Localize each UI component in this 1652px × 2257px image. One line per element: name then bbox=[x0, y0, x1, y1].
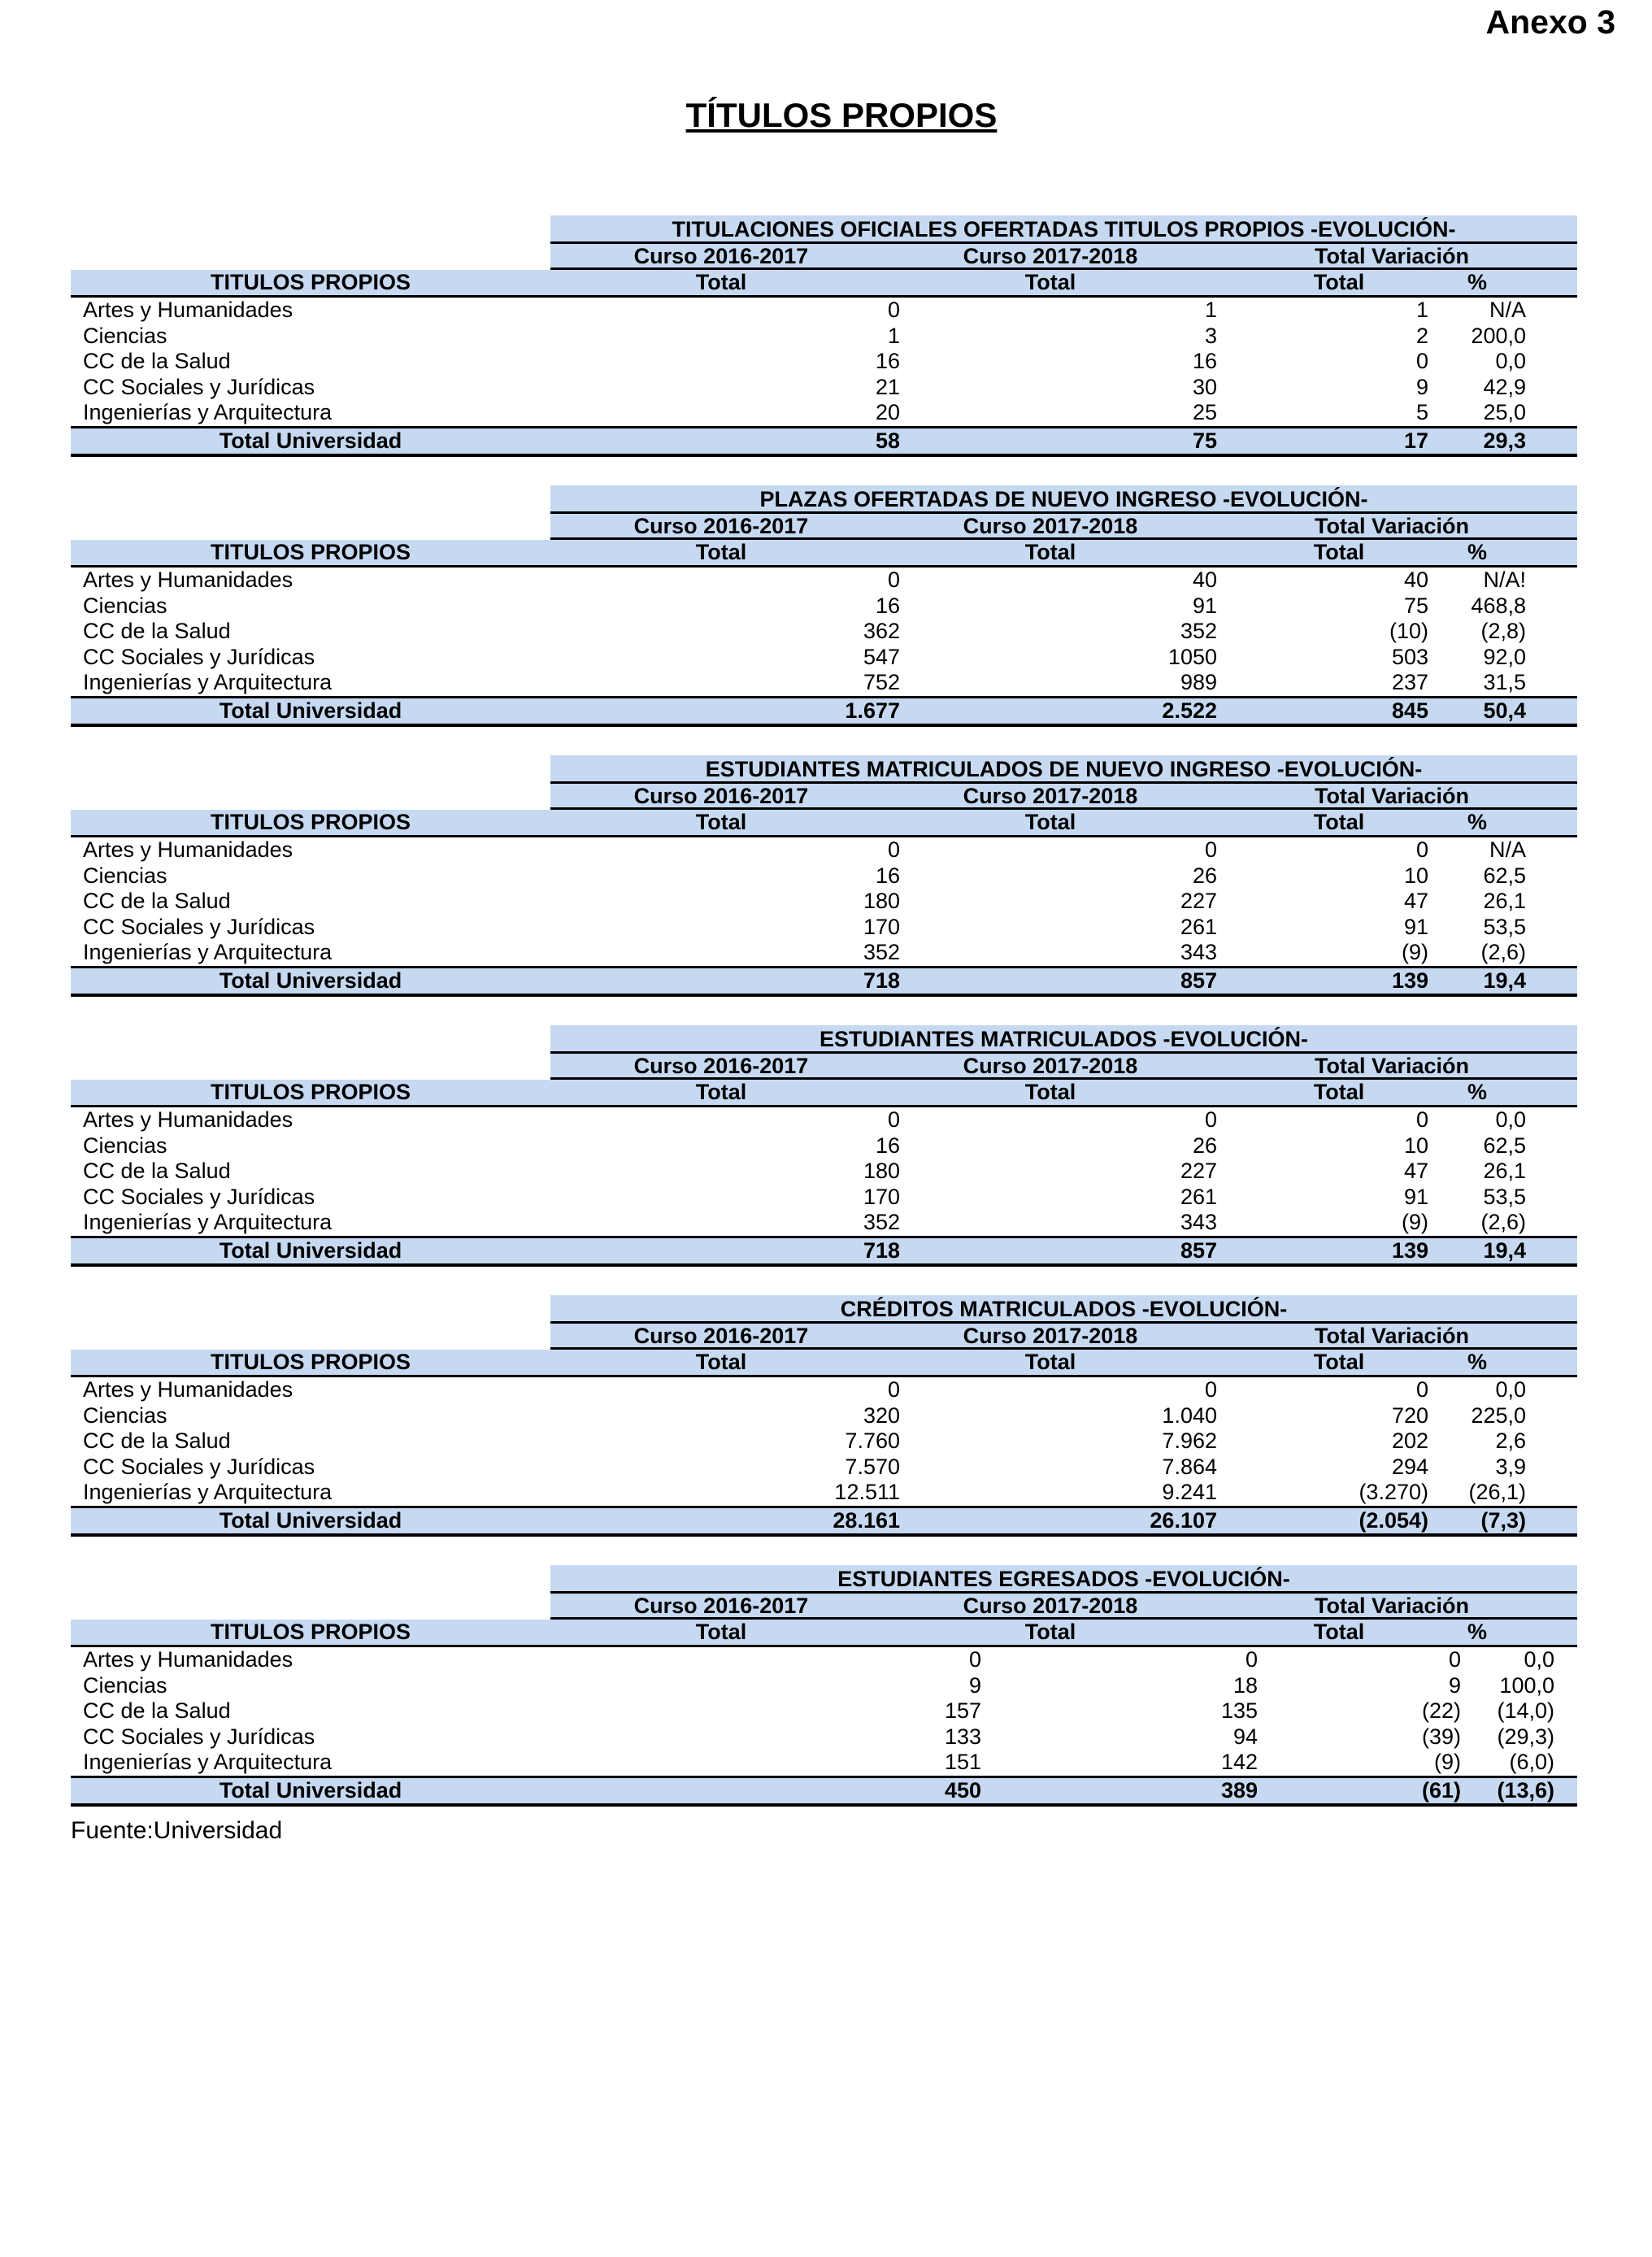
row-label: CC Sociales y Jurídicas bbox=[83, 1454, 315, 1479]
percent-header: % bbox=[1467, 269, 1487, 294]
cell-var: 91 bbox=[1403, 914, 1428, 939]
row-label-header: TITULOS PROPIOS bbox=[210, 269, 411, 294]
table-row bbox=[71, 594, 1577, 620]
course-2017-header: Curso 2017-2018 bbox=[963, 784, 1138, 808]
course-2017-header: Curso 2017-2018 bbox=[963, 514, 1138, 538]
cell-pct: 100,0 bbox=[1499, 1672, 1554, 1698]
total-label: Total Universidad bbox=[219, 698, 402, 723]
total-var: (61) bbox=[1421, 1777, 1461, 1803]
cell-v2: 989 bbox=[1180, 670, 1217, 694]
total-header: Total bbox=[1024, 539, 1076, 564]
cell-var: 503 bbox=[1391, 644, 1428, 669]
data-table bbox=[71, 1295, 1577, 1537]
variation-header: Total Variación bbox=[1314, 1594, 1470, 1618]
table-row bbox=[71, 1107, 1577, 1133]
cell-v2: 227 bbox=[1180, 889, 1217, 913]
cell-pct: (2,8) bbox=[1480, 619, 1526, 643]
total-row bbox=[71, 1506, 1577, 1537]
table-row bbox=[71, 1647, 1577, 1673]
cell-v1: 180 bbox=[863, 889, 900, 913]
cell-v1: 170 bbox=[863, 1184, 900, 1209]
cell-pct: 26,1 bbox=[1483, 889, 1526, 913]
table-row bbox=[71, 1698, 1577, 1724]
cell-v1: 7.570 bbox=[845, 1454, 900, 1479]
variation-header: Total Variación bbox=[1314, 1324, 1470, 1348]
table-row bbox=[71, 863, 1577, 889]
cell-var: 0 bbox=[1415, 349, 1428, 373]
cell-v1: 12.511 bbox=[834, 1480, 900, 1504]
cell-v2: 0 bbox=[1204, 837, 1217, 862]
row-label: CC de la Salud bbox=[83, 349, 231, 373]
row-label: Artes y Humanidades bbox=[83, 298, 293, 322]
cell-v1: 16 bbox=[875, 593, 900, 618]
document-title: TÍTULOS PROPIOS bbox=[685, 96, 998, 134]
total-v1: 450 bbox=[944, 1777, 981, 1803]
total-header: Total bbox=[1024, 1619, 1076, 1644]
row-label: CC de la Salud bbox=[83, 619, 231, 643]
course-2017-header: Curso 2017-2018 bbox=[963, 1324, 1138, 1348]
cell-v1: 547 bbox=[863, 644, 900, 669]
cell-pct: 0,0 bbox=[1495, 1377, 1526, 1402]
row-label: Artes y Humanidades bbox=[83, 1107, 293, 1132]
cell-v2: 9.241 bbox=[1162, 1480, 1217, 1504]
row-label: CC Sociales y Jurídicas bbox=[83, 374, 315, 399]
column-header-row bbox=[71, 270, 1577, 298]
row-label: CC Sociales y Jurídicas bbox=[83, 1724, 315, 1749]
cell-pct: (6,0) bbox=[1509, 1750, 1554, 1774]
percent-header: % bbox=[1467, 1349, 1487, 1374]
table-row bbox=[71, 349, 1577, 375]
row-label: Artes y Humanidades bbox=[83, 568, 293, 592]
data-table bbox=[71, 1025, 1577, 1267]
total-v2: 26.107 bbox=[1150, 1507, 1217, 1533]
table-row bbox=[71, 1159, 1577, 1185]
variation-header: Total Variación bbox=[1314, 784, 1470, 808]
table-title-row bbox=[71, 1025, 1577, 1054]
course-header-row bbox=[71, 514, 1577, 540]
table-row bbox=[71, 1377, 1577, 1403]
variation-header: Total Variación bbox=[1314, 1054, 1470, 1078]
row-label: Ciencias bbox=[83, 1672, 167, 1698]
total-v2: 857 bbox=[1180, 1237, 1217, 1263]
total-var: 139 bbox=[1391, 1237, 1428, 1263]
total-var: 139 bbox=[1391, 968, 1428, 993]
cell-var: (10) bbox=[1389, 619, 1428, 643]
cell-v2: 0 bbox=[1204, 1107, 1217, 1132]
row-label: Ciencias bbox=[83, 1402, 167, 1428]
total-header: Total bbox=[1313, 539, 1365, 564]
row-label: CC de la Salud bbox=[83, 1698, 231, 1723]
total-header: Total bbox=[1024, 809, 1076, 834]
course-2016-header: Curso 2016-2017 bbox=[633, 1324, 809, 1348]
cell-pct: N/A bbox=[1489, 298, 1526, 322]
cell-v2: 94 bbox=[1232, 1724, 1258, 1749]
data-table bbox=[71, 215, 1577, 457]
course-2017-header: Curso 2017-2018 bbox=[963, 1594, 1138, 1618]
row-label: Ingenierías y Arquitectura bbox=[83, 1480, 333, 1504]
cell-pct: 31,5 bbox=[1483, 670, 1526, 694]
cell-v1: 16 bbox=[875, 349, 900, 373]
total-row bbox=[71, 696, 1577, 728]
total-row bbox=[71, 1236, 1577, 1268]
cell-v1: 21 bbox=[875, 374, 900, 399]
table-title: TITULACIONES OFICIALES OFERTADAS TITULOS PROPIOS -EVOLUCIÓN- bbox=[550, 215, 1577, 244]
cell-var: (9) bbox=[1434, 1750, 1461, 1774]
total-pct: 29,3 bbox=[1483, 428, 1526, 453]
total-header: Total bbox=[1313, 1619, 1365, 1644]
cell-var: 0 bbox=[1448, 1647, 1461, 1672]
total-header: Total bbox=[1024, 1079, 1076, 1104]
cell-v2: 16 bbox=[1192, 349, 1217, 373]
table-title-row bbox=[71, 755, 1577, 784]
table-row bbox=[71, 375, 1577, 401]
cell-var: 5 bbox=[1415, 400, 1428, 424]
cell-v2: 25 bbox=[1192, 400, 1217, 424]
cell-v2: 343 bbox=[1180, 940, 1217, 964]
row-label: Ingenierías y Arquitectura bbox=[83, 1210, 333, 1234]
cell-var: 40 bbox=[1403, 568, 1428, 592]
cell-v1: 0 bbox=[887, 568, 900, 592]
cell-v2: 343 bbox=[1180, 1210, 1217, 1234]
table-title: ESTUDIANTES MATRICULADOS -EVOLUCIÓN- bbox=[550, 1025, 1577, 1054]
course-2017-header: Curso 2017-2018 bbox=[963, 244, 1138, 268]
cell-var: 294 bbox=[1391, 1454, 1428, 1479]
table-row bbox=[71, 1429, 1577, 1455]
total-pct: (13,6) bbox=[1497, 1777, 1554, 1803]
cell-var: 47 bbox=[1403, 1159, 1428, 1183]
cell-var: 720 bbox=[1391, 1402, 1428, 1428]
cell-v1: 16 bbox=[875, 863, 900, 888]
total-header: Total bbox=[1024, 269, 1076, 294]
course-2016-header: Curso 2016-2017 bbox=[633, 1594, 809, 1618]
table-row bbox=[71, 645, 1577, 671]
course-header-row bbox=[71, 784, 1577, 810]
cell-pct: 0,0 bbox=[1524, 1647, 1554, 1672]
course-header-row bbox=[71, 1324, 1577, 1350]
cell-pct: (29,3) bbox=[1497, 1724, 1554, 1749]
data-table bbox=[71, 1565, 1577, 1807]
cell-pct: (14,0) bbox=[1497, 1698, 1554, 1723]
table-row bbox=[71, 298, 1577, 324]
table-row bbox=[71, 568, 1577, 594]
cell-v1: 352 bbox=[863, 940, 900, 964]
cell-v2: 135 bbox=[1220, 1698, 1258, 1723]
cell-v2: 352 bbox=[1180, 619, 1217, 643]
cell-var: 47 bbox=[1403, 889, 1428, 913]
cell-var: 0 bbox=[1415, 1377, 1428, 1402]
column-header-row bbox=[71, 1080, 1577, 1108]
cell-v1: 0 bbox=[887, 298, 900, 322]
total-pct: 50,4 bbox=[1483, 698, 1526, 723]
course-header-row bbox=[71, 1594, 1577, 1620]
total-label: Total Universidad bbox=[219, 968, 402, 993]
cell-v2: 91 bbox=[1192, 593, 1217, 618]
total-header: Total bbox=[695, 809, 747, 834]
column-header-row bbox=[71, 1350, 1577, 1378]
table-row bbox=[71, 1210, 1577, 1236]
total-label: Total Universidad bbox=[219, 428, 402, 453]
cell-pct: 92,0 bbox=[1483, 644, 1526, 669]
total-header: Total bbox=[1313, 1349, 1365, 1374]
cell-var: 0 bbox=[1415, 1107, 1428, 1132]
row-label: Ciencias bbox=[83, 863, 167, 888]
total-v2: 2.522 bbox=[1162, 698, 1217, 723]
row-label: CC Sociales y Jurídicas bbox=[83, 914, 315, 939]
cell-v2: 7.962 bbox=[1162, 1429, 1217, 1453]
cell-pct: 200,0 bbox=[1471, 323, 1526, 348]
course-2016-header: Curso 2016-2017 bbox=[633, 244, 809, 268]
total-v1: 718 bbox=[863, 968, 900, 993]
data-table bbox=[71, 485, 1577, 727]
total-header: Total bbox=[695, 1079, 747, 1104]
cell-v1: 16 bbox=[875, 1133, 900, 1158]
cell-var: (39) bbox=[1421, 1724, 1461, 1749]
cell-var: 2 bbox=[1415, 323, 1428, 348]
row-label: Ciencias bbox=[83, 593, 167, 618]
cell-pct: 62,5 bbox=[1483, 1133, 1526, 1158]
cell-var: 237 bbox=[1391, 670, 1428, 694]
cell-v2: 30 bbox=[1192, 374, 1217, 399]
table-title: ESTUDIANTES MATRICULADOS DE NUEVO INGRESO -EVOLUCIÓN- bbox=[550, 755, 1577, 784]
cell-var: 10 bbox=[1403, 863, 1428, 888]
cell-v1: 1 bbox=[887, 323, 900, 348]
total-v1: 28.161 bbox=[833, 1507, 900, 1533]
table-row bbox=[71, 889, 1577, 915]
table-row bbox=[71, 837, 1577, 863]
total-v2: 389 bbox=[1220, 1777, 1258, 1803]
percent-header: % bbox=[1467, 809, 1487, 834]
total-header: Total bbox=[695, 1349, 747, 1374]
cell-pct: (26,1) bbox=[1468, 1480, 1526, 1504]
course-2016-header: Curso 2016-2017 bbox=[633, 1054, 809, 1078]
cell-v2: 0 bbox=[1245, 1647, 1258, 1672]
cell-v2: 261 bbox=[1180, 1184, 1217, 1209]
cell-v1: 320 bbox=[863, 1402, 900, 1428]
table-row bbox=[71, 1133, 1577, 1159]
total-var: 845 bbox=[1391, 698, 1428, 723]
cell-pct: N/A! bbox=[1483, 568, 1526, 592]
total-row bbox=[71, 426, 1577, 458]
table-title: ESTUDIANTES EGRESADOS -EVOLUCIÓN- bbox=[550, 1565, 1577, 1594]
cell-pct: 53,5 bbox=[1483, 914, 1526, 939]
total-pct: 19,4 bbox=[1483, 968, 1526, 993]
column-header-row bbox=[71, 540, 1577, 568]
cell-v2: 227 bbox=[1180, 1159, 1217, 1183]
total-header: Total bbox=[695, 1619, 747, 1644]
total-header: Total bbox=[1313, 1079, 1365, 1104]
total-pct: (7,3) bbox=[1480, 1507, 1526, 1533]
cell-var: 9 bbox=[1448, 1672, 1461, 1698]
cell-var: 75 bbox=[1403, 593, 1428, 618]
total-var: 17 bbox=[1403, 428, 1428, 453]
cell-v1: 7.760 bbox=[845, 1429, 900, 1453]
table-title-row bbox=[71, 1295, 1577, 1324]
cell-v2: 40 bbox=[1192, 568, 1217, 592]
course-2016-header: Curso 2016-2017 bbox=[633, 514, 809, 538]
table-row bbox=[71, 915, 1577, 941]
total-var: (2.054) bbox=[1359, 1507, 1428, 1533]
total-v2: 857 bbox=[1180, 968, 1217, 993]
row-label: CC Sociales y Jurídicas bbox=[83, 1184, 315, 1209]
row-label: CC Sociales y Jurídicas bbox=[83, 644, 315, 669]
cell-v1: 0 bbox=[887, 1377, 900, 1402]
cell-v2: 26 bbox=[1192, 1133, 1217, 1158]
cell-v1: 170 bbox=[863, 914, 900, 939]
course-2016-header: Curso 2016-2017 bbox=[633, 784, 809, 808]
table-row bbox=[71, 1480, 1577, 1506]
cell-pct: 53,5 bbox=[1483, 1184, 1526, 1209]
table-title-row bbox=[71, 215, 1577, 244]
row-label: CC de la Salud bbox=[83, 1429, 231, 1453]
cell-v2: 142 bbox=[1220, 1750, 1258, 1774]
table-row bbox=[71, 1724, 1577, 1750]
percent-header: % bbox=[1467, 1619, 1487, 1644]
cell-v1: 9 bbox=[968, 1672, 981, 1698]
table-row bbox=[71, 1750, 1577, 1776]
table-title: CRÉDITOS MATRICULADOS -EVOLUCIÓN- bbox=[550, 1295, 1577, 1324]
row-label: Ingenierías y Arquitectura bbox=[83, 1750, 333, 1774]
cell-v2: 26 bbox=[1192, 863, 1217, 888]
cell-var: 1 bbox=[1415, 298, 1428, 322]
cell-v1: 151 bbox=[944, 1750, 981, 1774]
cell-var: 202 bbox=[1391, 1429, 1428, 1453]
cell-v2: 261 bbox=[1180, 914, 1217, 939]
cell-var: 9 bbox=[1415, 374, 1428, 399]
table-row bbox=[71, 619, 1577, 645]
cell-pct: 2,6 bbox=[1495, 1429, 1526, 1453]
total-pct: 19,4 bbox=[1483, 1237, 1526, 1263]
table-row bbox=[71, 400, 1577, 426]
cell-v1: 133 bbox=[944, 1724, 981, 1749]
table-title-row bbox=[71, 1565, 1577, 1594]
total-header: Total bbox=[695, 539, 747, 564]
cell-var: 91 bbox=[1403, 1184, 1428, 1209]
source-note: Fuente:Universidad bbox=[71, 1817, 283, 1844]
table-row bbox=[71, 1185, 1577, 1211]
cell-var: (9) bbox=[1402, 940, 1428, 964]
cell-pct: N/A bbox=[1489, 837, 1526, 862]
total-label: Total Universidad bbox=[219, 1237, 402, 1263]
cell-pct: 0,0 bbox=[1495, 349, 1526, 373]
cell-var: (3.270) bbox=[1359, 1480, 1428, 1504]
row-label: Ingenierías y Arquitectura bbox=[83, 670, 333, 694]
column-header-row bbox=[71, 810, 1577, 838]
table-row bbox=[71, 1403, 1577, 1429]
cell-pct: 468,8 bbox=[1471, 593, 1526, 618]
cell-v1: 0 bbox=[887, 837, 900, 862]
cell-pct: 225,0 bbox=[1471, 1402, 1526, 1428]
cell-var: 10 bbox=[1403, 1133, 1428, 1158]
row-label-header: TITULOS PROPIOS bbox=[210, 539, 411, 564]
row-label: Artes y Humanidades bbox=[83, 837, 293, 862]
total-v1: 718 bbox=[863, 1237, 900, 1263]
total-row bbox=[71, 1776, 1577, 1807]
cell-pct: 0,0 bbox=[1495, 1107, 1526, 1132]
total-v1: 1.677 bbox=[845, 698, 900, 723]
row-label: CC de la Salud bbox=[83, 889, 231, 913]
table-title-row bbox=[71, 485, 1577, 514]
cell-v2: 18 bbox=[1232, 1672, 1258, 1698]
annex-label: Anexo 3 bbox=[1485, 3, 1615, 41]
row-label-header: TITULOS PROPIOS bbox=[210, 1619, 411, 1644]
total-header: Total bbox=[1024, 1349, 1076, 1374]
row-label-header: TITULOS PROPIOS bbox=[210, 1079, 411, 1104]
cell-pct: 62,5 bbox=[1483, 863, 1526, 888]
cell-v2: 3 bbox=[1204, 323, 1217, 348]
row-label-header: TITULOS PROPIOS bbox=[210, 809, 411, 834]
cell-v1: 0 bbox=[887, 1107, 900, 1132]
table-row bbox=[71, 324, 1577, 350]
row-label: Ingenierías y Arquitectura bbox=[83, 400, 333, 424]
total-row bbox=[71, 966, 1577, 998]
table-row bbox=[71, 1455, 1577, 1481]
cell-v2: 0 bbox=[1204, 1377, 1217, 1402]
table-row bbox=[71, 670, 1577, 696]
total-header: Total bbox=[1313, 269, 1365, 294]
total-header: Total bbox=[1313, 809, 1365, 834]
total-v1: 58 bbox=[875, 428, 900, 453]
total-header: Total bbox=[695, 269, 747, 294]
table-row bbox=[71, 940, 1577, 966]
row-label: CC de la Salud bbox=[83, 1159, 231, 1183]
cell-v1: 20 bbox=[875, 400, 900, 424]
cell-v1: 0 bbox=[968, 1647, 981, 1672]
cell-pct: 25,0 bbox=[1483, 400, 1526, 424]
variation-header: Total Variación bbox=[1314, 244, 1470, 268]
cell-v1: 752 bbox=[863, 670, 900, 694]
cell-pct: 3,9 bbox=[1495, 1454, 1526, 1479]
row-label: Ciencias bbox=[83, 323, 167, 348]
cell-v2: 1 bbox=[1204, 298, 1217, 322]
table-row bbox=[71, 1673, 1577, 1699]
cell-pct: (2,6) bbox=[1480, 940, 1526, 964]
total-label: Total Universidad bbox=[219, 1507, 402, 1533]
variation-header: Total Variación bbox=[1314, 514, 1470, 538]
column-header-row bbox=[71, 1620, 1577, 1648]
total-v2: 75 bbox=[1192, 428, 1217, 453]
course-header-row bbox=[71, 244, 1577, 270]
cell-var: 0 bbox=[1415, 837, 1428, 862]
table-title: PLAZAS OFERTADAS DE NUEVO INGRESO -EVOLUCIÓN- bbox=[550, 485, 1577, 514]
cell-pct: 26,1 bbox=[1483, 1159, 1526, 1183]
row-label: Ingenierías y Arquitectura bbox=[83, 940, 333, 964]
row-label: Artes y Humanidades bbox=[83, 1377, 293, 1402]
cell-v1: 180 bbox=[863, 1159, 900, 1183]
course-2017-header: Curso 2017-2018 bbox=[963, 1054, 1138, 1078]
percent-header: % bbox=[1467, 539, 1487, 564]
cell-pct: (2,6) bbox=[1480, 1210, 1526, 1234]
data-table bbox=[71, 755, 1577, 997]
percent-header: % bbox=[1467, 1079, 1487, 1104]
row-label-header: TITULOS PROPIOS bbox=[210, 1349, 411, 1374]
row-label: Artes y Humanidades bbox=[83, 1647, 293, 1672]
total-label: Total Universidad bbox=[219, 1777, 402, 1803]
cell-v2: 1.040 bbox=[1162, 1402, 1217, 1428]
row-label: Ciencias bbox=[83, 1133, 167, 1158]
cell-v1: 352 bbox=[863, 1210, 900, 1234]
cell-var: (22) bbox=[1421, 1698, 1461, 1723]
cell-pct: 42,9 bbox=[1483, 374, 1526, 399]
cell-var: (9) bbox=[1402, 1210, 1428, 1234]
cell-v1: 157 bbox=[944, 1698, 981, 1723]
cell-v2: 7.864 bbox=[1162, 1454, 1217, 1479]
cell-v2: 1050 bbox=[1167, 644, 1217, 669]
cell-v1: 362 bbox=[863, 619, 900, 643]
course-header-row bbox=[71, 1054, 1577, 1080]
